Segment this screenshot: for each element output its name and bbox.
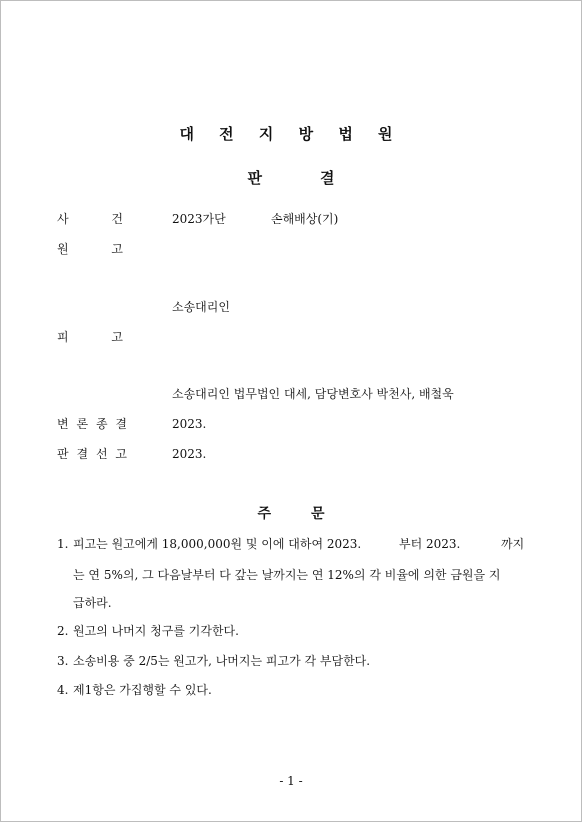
closing-date: 2023. (172, 417, 207, 431)
item-text: 피고는 원고에게 18,000,000원 및 이에 대하여 2023. (73, 537, 362, 551)
sentence-label: 판 결 선 고 (57, 447, 127, 461)
ruling-title: 주 문 (257, 506, 325, 522)
plaintiff-row (1, 241, 581, 257)
title-char-2: 결 (320, 169, 335, 187)
ruling-item-4: 4. 제1항은 가집행할 수 있다. (57, 683, 212, 697)
sentence-date: 2023. (172, 447, 207, 461)
defendant-counsel: 소송대리인 법무법인 대세, 담당변호사 박천사, 배철욱 (172, 387, 454, 401)
ruling-item-2: 2. 원고의 나머지 청구를 기각한다. (57, 624, 239, 638)
closing-label: 변 론 종 결 (57, 417, 127, 431)
case-label: 사 건 (57, 212, 123, 226)
case-name: 손해배상(기) (271, 212, 339, 226)
plaintiff-label: 원 고 (57, 242, 123, 256)
ruling-item-1-line3: 급하라. (73, 596, 112, 610)
ruling-item-1-to: 까지 (501, 537, 525, 551)
court-name: 대 전 지 방 법 원 (179, 125, 403, 143)
defendant-row (1, 329, 581, 345)
ruling-item-1-from: 부터 2023. (399, 537, 461, 551)
defendant-counsel-row (1, 386, 581, 402)
page-number: - 1 - (279, 774, 303, 788)
item-number: 1. (57, 537, 69, 551)
ruling-item-3: 3. 소송비용 중 2/5는 원고가, 나머지는 피고가 각 부담한다. (57, 654, 371, 668)
case-number: 2023가단 (172, 212, 226, 226)
case-row (1, 211, 581, 227)
plaintiff-counsel: 소송대리인 (172, 300, 230, 314)
plaintiff-counsel-row (1, 299, 581, 315)
document-title (1, 167, 581, 188)
sentence-row (1, 446, 581, 462)
ruling-item-1-line2: 는 연 5%의, 그 다음날부터 다 갚는 날까지는 연 12%의 각 비율에 의한 금원을 지 (73, 568, 501, 582)
title-char-1: 판 (247, 169, 262, 187)
closing-row (1, 416, 581, 432)
defendant-label: 피 고 (57, 330, 123, 344)
